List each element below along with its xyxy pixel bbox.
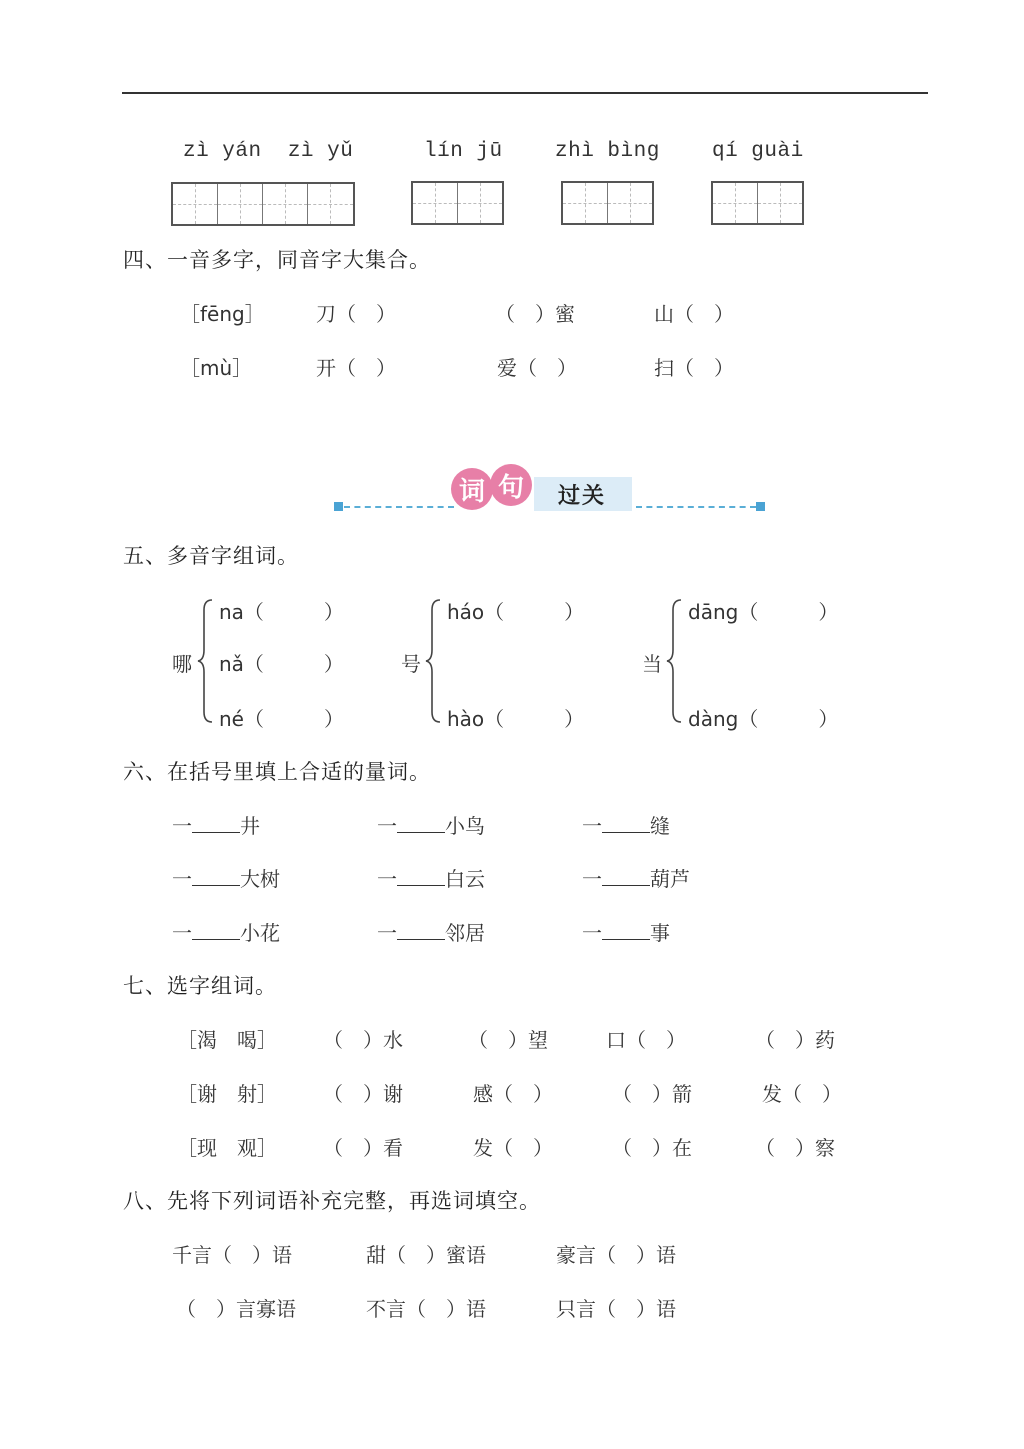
blank-line[interactable] (192, 818, 240, 833)
idiom-item[interactable]: 豪言（ ）语 (556, 1243, 676, 1267)
fill-item[interactable]: 发（ ） (473, 1136, 553, 1160)
measure-word-item[interactable] (172, 917, 280, 946)
sound-label: ［fēng］ (180, 302, 265, 326)
writing-grid[interactable] (561, 181, 654, 225)
banner-badge: 词 (451, 468, 493, 510)
noun: 缝 (650, 814, 670, 838)
fill-item[interactable]: 刀（ ） (316, 302, 396, 326)
grid-cell[interactable] (308, 184, 353, 224)
prefix-one: 一 (377, 921, 397, 945)
writing-grid[interactable] (711, 181, 804, 225)
reading-item[interactable]: háo（ ） (447, 600, 585, 624)
grid-cell[interactable] (758, 183, 802, 223)
fill-item[interactable]: （ ）望 (468, 1028, 548, 1052)
question-8-title: 八、先将下列词语补充完整，再选词填空。 (123, 1189, 541, 1213)
grid-cell[interactable] (218, 184, 263, 224)
fill-item[interactable]: 山（ ） (654, 302, 734, 326)
noun: 大树 (240, 867, 280, 891)
fill-item[interactable]: 感（ ） (473, 1082, 553, 1106)
blank-line[interactable] (397, 871, 445, 886)
brace-icon (665, 598, 683, 724)
pinyin-label: zì yán zì yǔ (183, 140, 354, 163)
noun: 葫芦 (650, 867, 690, 891)
fill-item[interactable]: 爱（ ） (497, 356, 577, 380)
measure-word-item[interactable] (172, 810, 260, 839)
blank-line[interactable] (602, 925, 650, 940)
banner-label: 过关 (534, 477, 632, 511)
prefix-one: 一 (582, 921, 602, 945)
polyphone-char: 哪 (172, 652, 192, 676)
brace-icon (424, 598, 442, 724)
fill-item[interactable]: （ ）药 (755, 1028, 835, 1052)
noun: 小鸟 (445, 814, 485, 838)
pinyin-label: lín jū (424, 140, 503, 163)
fill-item[interactable]: （ ）蜜 (495, 302, 575, 326)
reading-item[interactable]: hào（ ） (447, 707, 585, 731)
measure-word-item[interactable] (377, 917, 485, 946)
grid-cell[interactable] (173, 184, 218, 224)
grid-cell[interactable] (713, 183, 758, 223)
idiom-item[interactable]: 不言（ ）语 (366, 1297, 486, 1321)
blank-line[interactable] (397, 925, 445, 940)
question-4-title: 四、一音多字，同音字大集合。 (123, 248, 431, 272)
reading-item[interactable]: dāng（ ） (688, 600, 839, 624)
noun: 白云 (445, 867, 485, 891)
choice-pair: ［渴 喝］ (177, 1028, 277, 1052)
measure-word-item[interactable] (377, 863, 485, 892)
noun: 邻居 (445, 921, 485, 945)
idiom-item[interactable]: 只言（ ）语 (556, 1297, 676, 1321)
banner-endpoint (756, 502, 765, 511)
prefix-one: 一 (582, 867, 602, 891)
prefix-one: 一 (172, 921, 192, 945)
measure-word-item[interactable] (582, 810, 670, 839)
noun: 事 (650, 921, 670, 945)
idiom-item[interactable]: （ ）言寡语 (176, 1297, 296, 1321)
brace-icon (196, 598, 214, 724)
polyphone-char: 当 (642, 652, 662, 676)
question-5-title: 五、多音字组词。 (123, 544, 299, 568)
banner-badge: 句 (490, 464, 532, 506)
fill-item[interactable]: 开（ ） (316, 356, 396, 380)
banner-endpoint (334, 502, 343, 511)
polyphone-char: 号 (401, 652, 421, 676)
writing-grid[interactable] (411, 181, 504, 225)
idiom-item[interactable]: 甜（ ）蜜语 (366, 1243, 486, 1267)
pinyin-label: zhì bìng (555, 140, 660, 163)
reading-item[interactable]: dàng（ ） (688, 707, 839, 731)
fill-item[interactable]: 发（ ） (762, 1082, 842, 1106)
blank-line[interactable] (602, 871, 650, 886)
grid-cell[interactable] (563, 183, 608, 223)
grid-cell[interactable] (608, 183, 652, 223)
noun: 小花 (240, 921, 280, 945)
fill-item[interactable]: 扫（ ） (654, 356, 734, 380)
blank-line[interactable] (192, 871, 240, 886)
measure-word-item[interactable] (582, 863, 690, 892)
question-7-title: 七、选字组词。 (123, 974, 277, 998)
reading-item[interactable]: né（ ） (219, 707, 344, 731)
reading-item[interactable]: na（ ） (219, 600, 344, 624)
choice-pair: ［现 观］ (177, 1136, 277, 1160)
prefix-one: 一 (582, 814, 602, 838)
fill-item[interactable]: （ ）在 (612, 1136, 692, 1160)
fill-item[interactable]: （ ）箭 (612, 1082, 692, 1106)
prefix-one: 一 (377, 814, 397, 838)
fill-item[interactable]: （ ）水 (323, 1028, 403, 1052)
reading-item[interactable]: nǎ（ ） (219, 652, 344, 676)
top-divider (122, 92, 928, 94)
grid-cell[interactable] (413, 183, 458, 223)
measure-word-item[interactable] (172, 863, 280, 892)
writing-grid[interactable] (171, 182, 355, 226)
fill-item[interactable]: （ ）看 (323, 1136, 403, 1160)
noun: 井 (240, 814, 260, 838)
prefix-one: 一 (172, 867, 192, 891)
grid-cell[interactable] (263, 184, 308, 224)
banner-dashed-line (344, 506, 454, 508)
blank-line[interactable] (397, 818, 445, 833)
blank-line[interactable] (602, 818, 650, 833)
measure-word-item[interactable] (377, 810, 485, 839)
pinyin-label: qí guài (712, 140, 804, 163)
measure-word-item[interactable] (582, 917, 670, 946)
choice-pair: ［谢 射］ (177, 1082, 277, 1106)
banner-dashed-line (636, 506, 756, 508)
fill-item[interactable]: 口（ ） (606, 1028, 686, 1052)
prefix-one: 一 (172, 814, 192, 838)
fill-item[interactable]: （ ）谢 (323, 1082, 403, 1106)
blank-line[interactable] (192, 925, 240, 940)
grid-cell[interactable] (458, 183, 502, 223)
question-6-title: 六、在括号里填上合适的量词。 (123, 760, 431, 784)
prefix-one: 一 (377, 867, 397, 891)
sound-label: ［mù］ (180, 356, 253, 380)
idiom-item[interactable]: 千言（ ）语 (172, 1243, 292, 1267)
fill-item[interactable]: （ ）察 (755, 1136, 835, 1160)
